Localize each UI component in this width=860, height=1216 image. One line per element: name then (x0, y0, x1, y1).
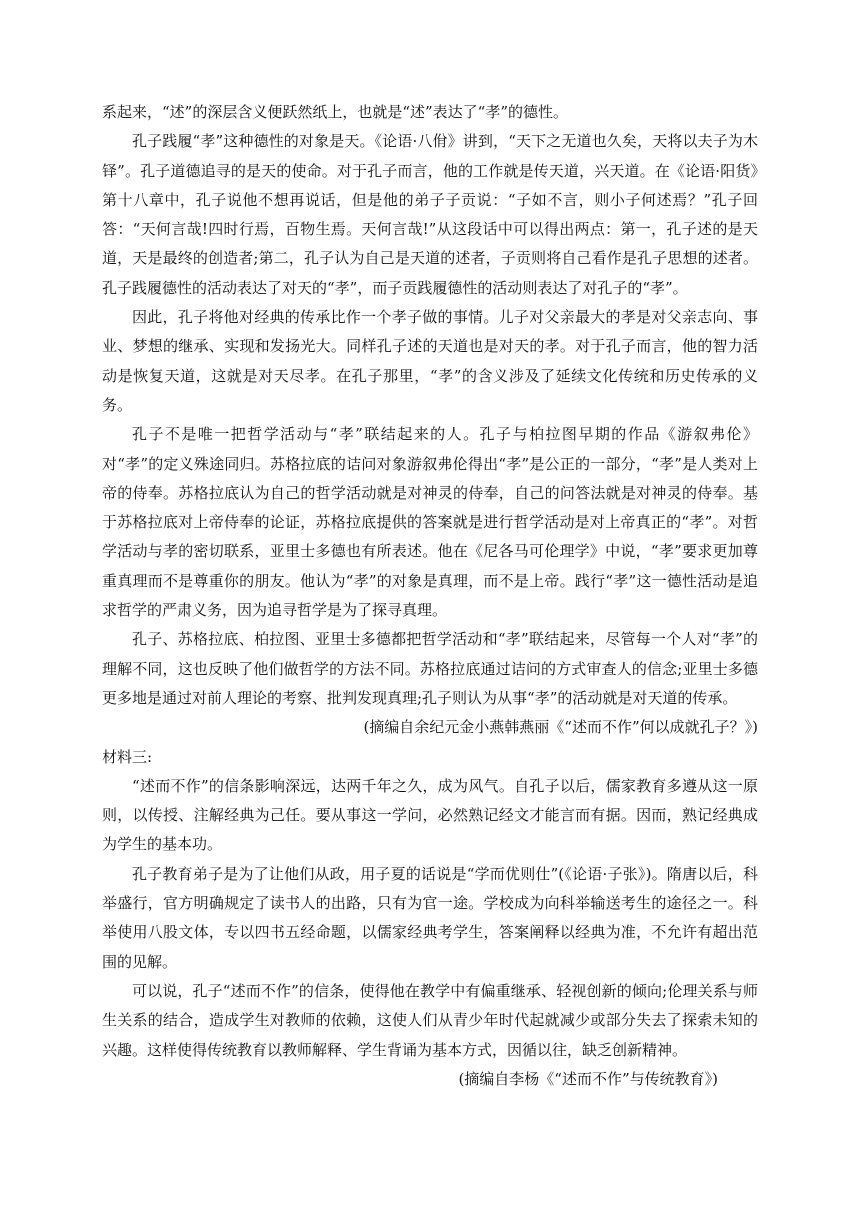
paragraph-confucius-heaven: 孔子践履“孝”这种德性的对象是天。《论语·八佾》讲到，“天下之无道也久矣，天将以夫子为木铎”。孔子道德追寻的是天的使命。对于孔子而言，他的工作就是传天道，兴天道。在《论语·阳货》第十八章中，孔子说他不想再说话，但是他的弟子子贡说：“子如不言，则小子何述焉？”孔子回答：“天何言哉!四时行焉，百物生焉。天何言哉!”从这段话中可以得出两点：第一，孔子述的是天道，天是最终的创造者;第二，孔子认为自己是天道的述者，子贡则将自己看作是孔子思想的述者。孔子践履德性的活动表达了对天的“孝”，而子贡践履德性的活动则表达了对孔子的“孝”。 (102, 132, 758, 297)
paragraph-conclusion: 可以说，孔子“述而不作”的信条，使得他在教学中有偏重继承、轻视创新的倾向;伦理关系与师生关系的结合，造成学生对教师的依赖，这使人们从青少年时代起就减少或部分失去了探索未知的兴趣。这样使得传统教育以教师解释、学生背诵为基本方式，因循以往，缺乏创新精神。 (102, 981, 758, 1059)
paragraph-continuation: 系起来，“述”的深层含义便跃然纸上，也就是“述”表达了“孝”的德性。 (102, 103, 569, 121)
paragraph-philosophers: 孔子、苏格拉底、柏拉图、亚里士多德都把哲学活动和“孝”联结起来，尽管每一个人对“孝”的理解不同，这也反映了他们做哲学的方法不同。苏格拉底通过诘问的方式审查人的信念;亚里士多德更多地是通过对前人理论的考察、批判发现真理;孔子则认为从事“孝”的活动就是对天道的传承。 (102, 630, 758, 707)
paragraph-shu-er-bu-zuo: “述而不作”的信条影响深远，达两千年之久，成为风气。自孔子以后，儒家教育多遵从这一原则，以传授、注解经典为己任。要从事这一学问，必然熟记经文才能言而有据。因而，熟记经典成为学生的基本功。 (102, 776, 758, 854)
paragraph-socrates: 孔子不是唯一把哲学活动与“孝”联结起来的人。孔子与柏拉图早期的作品《游叙弗伦》对“孝”的定义殊途同归。苏格拉底的诘问对象游叙弗伦得出“孝”是公正的一部分，“孝”是人类对上帝的侍奉。苏格拉底认为自己的哲学活动就是对神灵的侍奉，自己的问答法就是对神灵的侍奉。基于苏格拉底对上帝侍奉的论证，苏格拉底提供的答案就是进行哲学活动是对上帝真正的“孝”。对哲学活动与孝的密切联系，亚里士多德也有所表述。他在《尼各马可伦理学》中说，“孝”要求更加尊重真理而不是尊重你的朋友。他认为“孝”的对象是真理，而不是上帝。践行“孝”这一德性活动是追求哲学的严肃义务，因为追寻哲学是为了探寻真理。 (102, 425, 758, 620)
paragraph-filial-piety: 因此，孔子将他对经典的传承比作一个孝子做的事情。儿子对父亲最大的孝是对父亲志向、事业、梦想的继承、实现和发扬光大。同样孔子述的天道也是对天的孝。对于孔子而言，他的智力活动是恢复天道，这就是对天尽孝。在孔子那里，“孝”的含义涉及了延续文化传统和历史传承的义务。 (102, 308, 758, 414)
material-3-heading: 材料三: (102, 747, 153, 766)
document-page (102, 98, 758, 1094)
source-citation-1: (摘编自余纪元金小燕韩燕丽《“述而不作”何以成就孔子？》) (363, 718, 758, 737)
source-citation-2: (摘编自李杨《“述而不作”与传统教育》) (458, 1069, 718, 1088)
paragraph-keju: 孔子教育弟子是为了让他们从政，用子夏的话说是“学而优则仕”(《论语·子张》)。隋唐以后，科举盛行，官方明确规定了读书人的出路，只有为官一途。学校成为向科举输送考生的途径之一。科举使用八股文体，专以四书五经命题，以儒家经典考学生，答案阐释以经典为准，不允许有超出范围的见解。 (102, 864, 758, 971)
